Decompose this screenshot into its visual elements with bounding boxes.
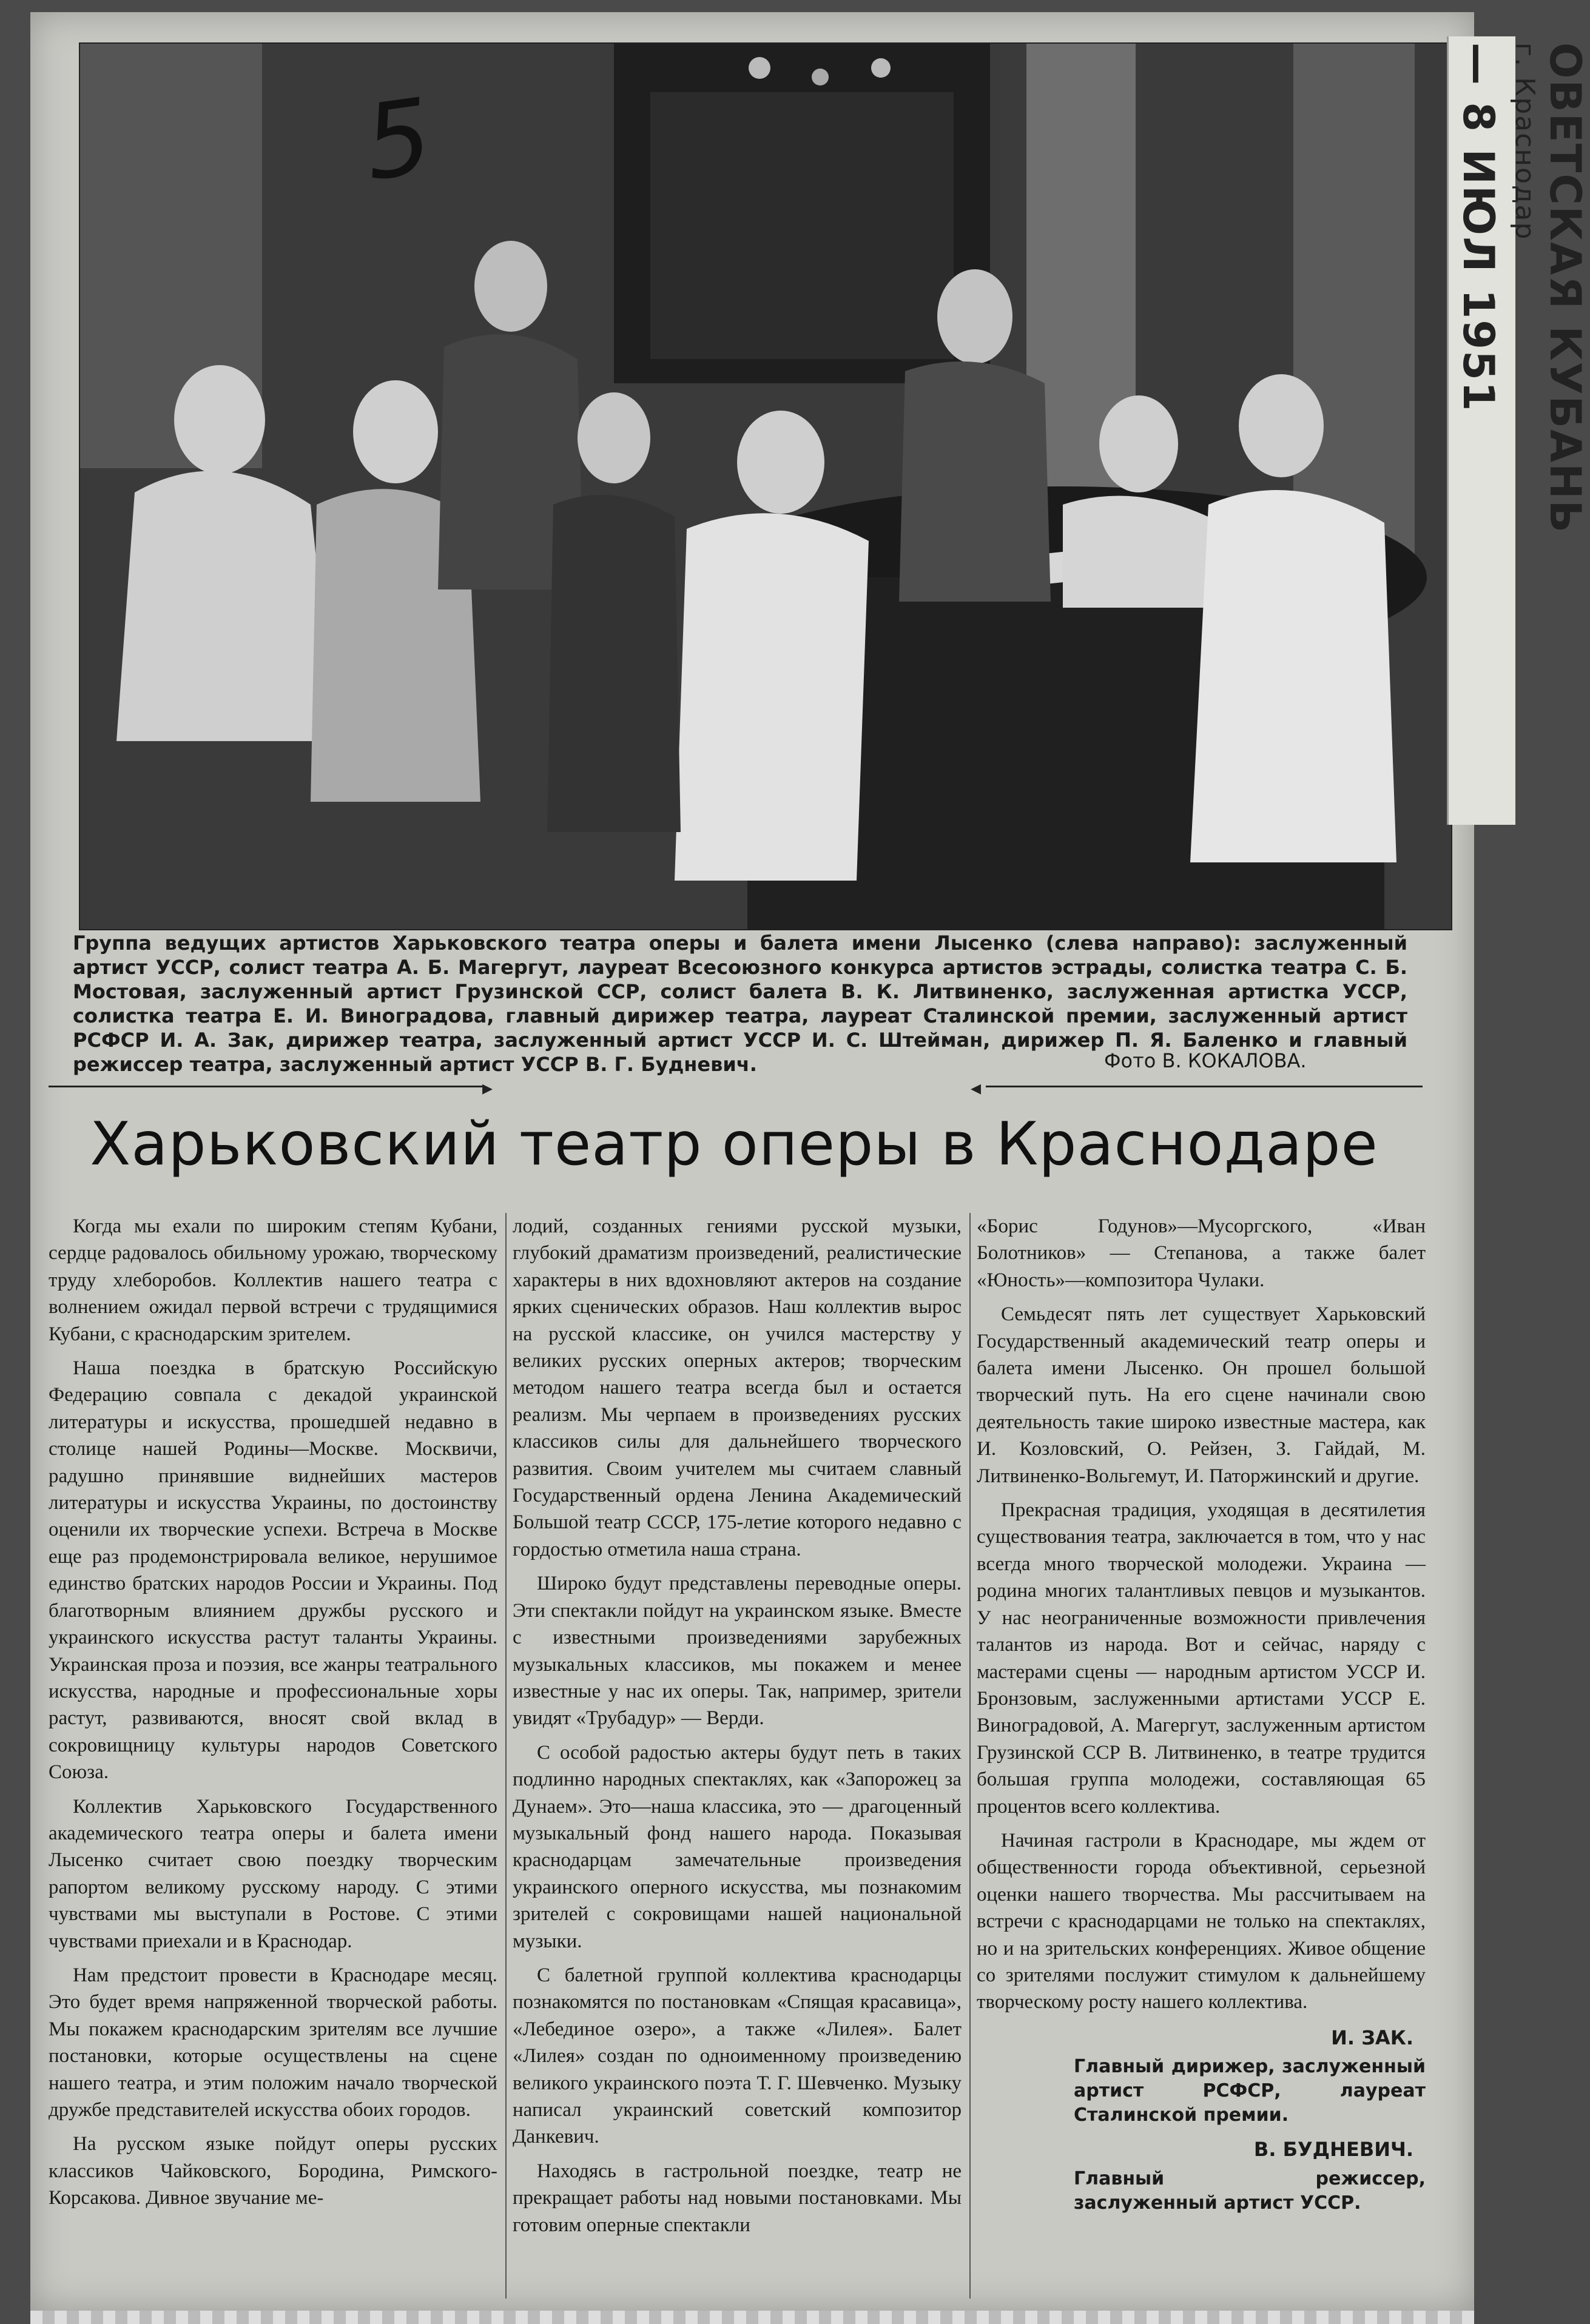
paragraph: Нам предстоит провести в Краснодаре месяц. Это будет время напряженной творческой работы. Мы покажем краснодарским зрителям все лучшие постановки, которые осуществлены на сцене нашего театра, и этим положим начало творческой дружбе представителей искусства обоих городов. [49, 1964, 497, 2121]
signature-zak: И. ЗАК. [1331, 2026, 1413, 2049]
paragraph: лодий, созданных гениями русской музыки, глубокий драматизм произведений, реалистические характеры в них вдохновляют актеров на создание ярких сценических образов. Наш коллектив вырос на русской классике, он учился мастерству у великих русских оперных актеров; творческим методом нашего театра всегда был и остается реализм. Мы черпаем в произведениях русских классиков силы для дальнейшего творческого развития. Своим учителем мы считаем славный Государственный ордена Ленина Академический Большой театр СССР, 175-летие которого недавно с гордостью отметила наша страна. [513, 1215, 962, 1560]
stamp-paper-name: ОВЕТСКАЯ КУБАНЬ [1540, 42, 1590, 534]
arrow-right-icon: ▸ [482, 1076, 493, 1100]
signature-budnevich: В. БУДНЕВИЧ. [1253, 2138, 1413, 2161]
stamp-text [1454, 42, 1590, 534]
column-rule [505, 1213, 507, 2299]
article-column-2 [513, 1213, 962, 2246]
paragraph: Начиная гастроли в Краснодаре, мы ждем от общественности города объективной, серьезной оценки нашего творчества. Мы рассчитываем на встречи с краснодарцами не только на спектаклях, но и на зрительских конференциях. Живое общение со зрителями послужит стимулом к дальнейшему творческому росту нашего коллектива. [977, 1829, 1426, 2013]
article-column-1 [49, 1213, 497, 2219]
paragraph: Когда мы ехали по широким степям Кубани, сердце радовалось обильному урожаю, творческому труду хлеборобов. Коллектив нашего театра с волнением ожидал первой встречи с трудящимися Кубани, с краснодарским зрителем. [49, 1215, 497, 1345]
paragraph: Семьдесят пять лет существует Харьковский Государственный академический театр оперы и балета имени Лысенко. Он прошел большой творческий путь. На его сцене начинали свою деятельность такие широко известные мастера, как И. Козловский, О. Рейзен, З. Гайдай, М. Литвиненко-Вольгемут, И. Паторжинский и другие. [977, 1303, 1426, 1487]
paragraph: Наша поездка в братскую Российскую Федерацию совпала с декадой украинской литературы и искусства, прошедшей недавно в столице нашей Родины—Москве. Москвичи, радушно принявшие виднейших мастеров литературы и искусства Украины, по достоинству оценили их творческие успехи. Встреча в Москве еще раз продемонстрировала великое, нерушимое единство братских народов России и Украины. Под благотворным влиянием дружбы русского и украинского искусства растут таланты Украины. Украинская проза и поэзия, все жанры театрального искусства, народные и профессиональные хоры растут, развиваются, вносят свой вклад в сокровищницу культуры народов Советского Союза. [49, 1357, 497, 1784]
paragraph: «Борис Годунов»—Мусоргского, «Иван Болотников» — Степанова, а также балет «Юность»—композитора Чулаки. [977, 1215, 1426, 1291]
signature-budnevich-role: Главный режиссер, заслуженный артист УССР. [1074, 2168, 1426, 2214]
divider-right [986, 1086, 1423, 1087]
photo-caption: Группа ведущих артистов Харьковского театра оперы и балета имени Лысенко (слева направо): заслуженный артист УССР, солист театра А. Б. Магергут, лауреат Всесоюзного конкурса артистов эстрады, солистка театра С. Б. Мостовая, заслуженный артист Грузинской ССР, солист балета В. К. Литвиненко, заслуженная артистка УССР, солистка театра Е. И. Виноградова, главный дирижер театра, лауреат Сталинской премии, заслуженный артист РСФСР И. А. Зак, дирижер театра, заслуженный артист УССР И. С. Штейман, дирижер П. Я. Баленко и главный режиссер театра, заслуженный артист УССР В. Г. Будневич. [73, 932, 1407, 1076]
bottom-edge [30, 2311, 1474, 2324]
article-column-3 [977, 1213, 1426, 2215]
paragraph: Прекрасная традиция, уходящая в десятилетия существования театра, заключается в том, что у нас всегда много творческой молодежи. Украина — родина многих талантливых певцов и музыкантов. У нас неограниченные возможности привлечения талантов из народа. Вот и сейчас, наряду с мастерами сцены — народным артистом УССР И. Бронзовым, заслуженными артистами УССР Е. Виноградовой, А. Магергут, заслуженным артистом Грузинской ССР В. Литвиненко, в театре трудится большая группа молодежи, составляющая 65 процентов всего коллектива. [977, 1499, 1426, 1818]
arrow-left-icon: ◂ [971, 1076, 982, 1100]
group-photo [79, 42, 1452, 930]
newspaper-stamp [1447, 36, 1590, 825]
paragraph: С балетной группой коллектива краснодарцы познакомятся по постановкам «Спящая красавица», «Лебединое озеро», а также «Лилея». Балет «Лилея» создан по одноименному произведению великого украинского поэта Т. Г. Шевченко. Музыку написал украинский советский композитор Данкевич. [513, 1964, 962, 2148]
paragraph: На русском языке пойдут оперы русских классиков Чайковского, Бородина, Римского-Корсакова. Дивное звучание ме- [49, 2133, 497, 2209]
column-rule [969, 1213, 971, 2299]
signature-zak-role: Главный дирижер, заслуженный артист РСФСР, лауреат Сталинской премии. [1074, 2056, 1426, 2126]
photo-illustration [80, 44, 1451, 929]
paragraph: С особой радостью актеры будут петь в таких подлинно народных спектаклях, как «Запорожец за Дунаем». Это—наша классика, это — драгоценный музыкальный фонд нашего народа. Показывая краснодарцам замечательные произведения украинского оперного искусства, мы познакомим зрителей с сокровищами нашей национальной музыки. [513, 1741, 962, 1952]
stamp-city: г. Краснодар [1509, 42, 1540, 241]
handwritten-number: 5 [357, 76, 439, 204]
paragraph: Широко будут представлены переводные оперы. Эти спектакли пойдут на украинском языке. Вместе с известными произведениями зарубежных музыкальных классиков, мы покажем и менее известные у нас их оперы. Так, например, зрители увидят «Трубадур» — Верди. [513, 1573, 962, 1730]
paragraph: Коллектив Харьковского Государственного академического театра оперы и балета имени Лысенко считает свою поездку творческим рапортом великому русскому народу. С этими чувствами мы выступали в Ростове. С этими чувствами приехали и в Краснодар. [49, 1795, 497, 1952]
divider-left [49, 1086, 485, 1087]
paragraph: Находясь в гастрольной поездке, театр не прекращает работы над новыми постановками. Мы готовим оперные спектакли [513, 2160, 962, 2236]
stamp-date: — 8 ИЮЛ 1951 [1454, 42, 1503, 412]
photo-credit: Фото В. КОКАЛОВА. [1104, 1049, 1307, 1072]
headline: Харьковский театр оперы в Краснодаре [90, 1110, 1378, 1179]
